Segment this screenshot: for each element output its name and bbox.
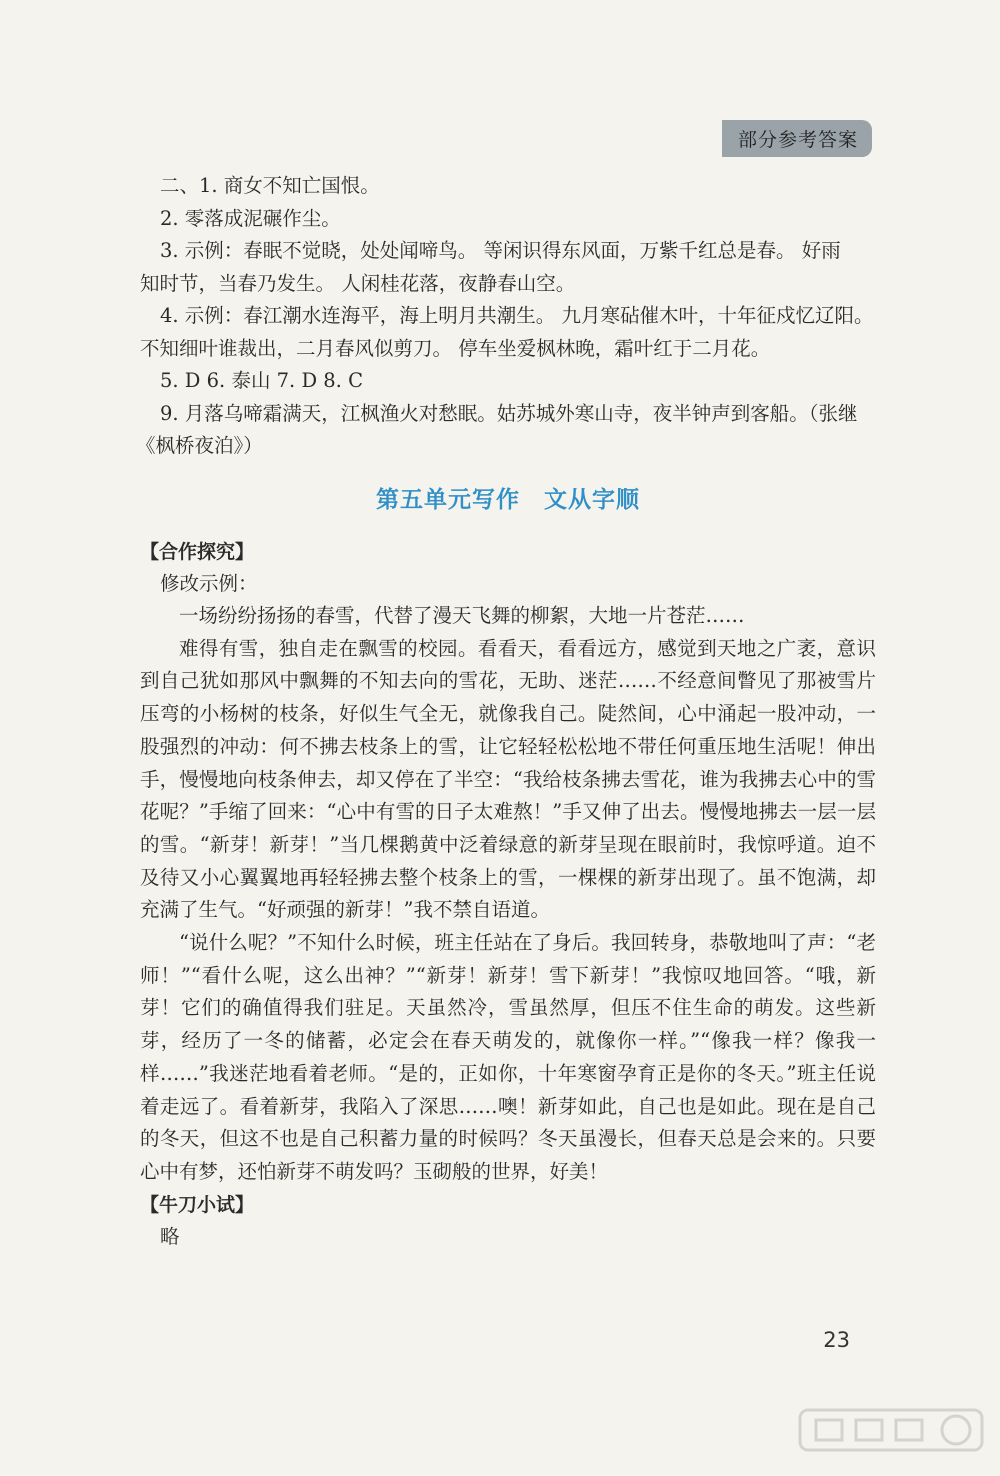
cooperation-heading: 【合作探究】 bbox=[140, 540, 255, 563]
watermark-logo bbox=[796, 1406, 986, 1468]
cooperation-intro: 修改示例： bbox=[160, 571, 258, 595]
answer-9-line2: 《枫桥夜泊》） bbox=[136, 434, 263, 457]
section-title: 第五单元写作 文从字顺 bbox=[376, 486, 640, 513]
essay-paragraph-3: “说什么呢？”不知什么时候，班主任站在了身后。我回转身，恭敬地叫了声：“老师！”“看什么呢，这么出神？”“新芽！新芽！雪下新芽！”我惊叹地回答。“哦，新芽！它们的确值得我们驻足。天虽然冷，雪虽然厚，但压不住生命的萌发。这些新芽，经历了一冬的储蓄，必定会在春天萌发的，就像你一样。”“像我一样？像我一样……”我迷茫地看着老师。“是的，正如你，十年寒窗孕育正是你的冬天。”班主任说着走远了。看着新芽，我陷入了深思……噢！新芽如此，自己也是如此。现在是自己的冬天，但这不也是自己积蓄力量的时候吗？冬天虽漫长，但春天总是会来的。只要心中有梦，还怕新芽不萌发吗？玉砌般的世界，好美！ bbox=[140, 931, 876, 1183]
section-badge: 部分参考答案 bbox=[722, 120, 872, 157]
answer-2-2: 2. 零落成泥碾作尘。 bbox=[160, 206, 341, 230]
page-number: 23 bbox=[823, 1328, 850, 1352]
answer-4-line1: 4. 示例：春江潮水连海平，海上明月共潮生。 九月寒砧催木叶，十年征戍忆辽阳。 bbox=[160, 304, 874, 327]
answer-9-line1: 9. 月落乌啼霜满天，江枫渔火对愁眠。姑苏城外寒山寺，夜半钟声到客船。（张继 bbox=[160, 401, 858, 425]
answer-3-line1: 3. 示例：春眠不觉晓，处处闻啼鸟。 等闲识得东风面，万紫千红总是春。 好雨 bbox=[160, 239, 841, 262]
page-content bbox=[136, 170, 876, 1253]
essay-paragraph-1: 一场纷纷扬扬的春雪，代替了漫天飞舞的柳絮，大地一片苍茫…… bbox=[179, 604, 745, 627]
answer-4-line2: 不知细叶谁裁出，二月春风似剪刀。 停车坐爱枫林晚，霜叶红于二月花。 bbox=[140, 336, 771, 360]
watermark-icon bbox=[796, 1406, 986, 1468]
answer-3-line2: 知时节，当春乃发生。 人闲桂花落，夜静春山空。 bbox=[140, 271, 576, 295]
practice-heading: 【牛刀小试】 bbox=[140, 1193, 255, 1216]
essay-paragraph-2: 难得有雪，独自走在飘雪的校园。看看天，看看远方，感觉到天地之广袤，意识到自己犹如那风中飘舞的不知去向的雪花，无助、迷茫……不经意间瞥见了那被雪片压弯的小杨树的枝条，好似生气全无，就像我自己。陡然间，心中涌起一股冲动，一股强烈的冲动：何不拂去枝条上的雪，让它轻轻松松地不带任何重压地生活呢！伸出手，慢慢地向枝条伸去，却又停在了半空：“我给枝条拂去雪花，谁为我拂去心中的雪花呢？”手缩了回来：“心中有雪的日子太难熬！”手又伸了出去。慢慢地拂去一层一层的雪。“新芽！新芽！”当几棵鹅黄中泛着绿意的新芽呈现在眼前时，我惊呼道。迫不及待又小心翼翼地再轻轻拂去整个枝条上的雪，一棵棵的新芽出现了。虽不饱满，却充满了生气。“好顽强的新芽！”我不禁自语道。 bbox=[140, 636, 876, 922]
answer-5-8: 5. D 6. 泰山 7. D 8. C bbox=[160, 369, 363, 392]
practice-answer: 略 bbox=[160, 1224, 180, 1248]
answer-2-1: 二、1. 商女不知亡国恨。 bbox=[160, 174, 380, 197]
